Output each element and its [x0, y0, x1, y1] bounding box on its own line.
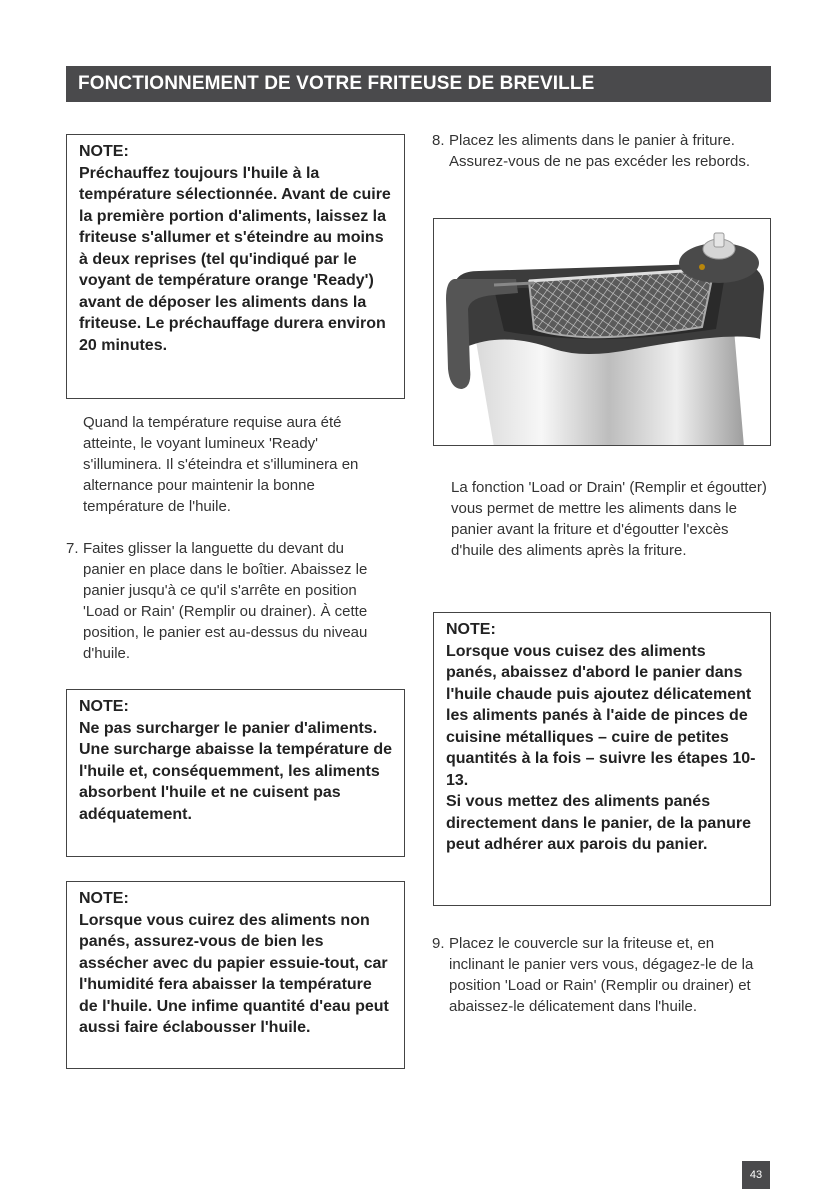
- page-number-text: 43: [749, 1169, 763, 1181]
- note-box-overload: [66, 689, 405, 857]
- note-box-dry-food: [66, 881, 405, 1069]
- paragraph-ready-light: [83, 412, 393, 517]
- step-number: 9.: [432, 935, 445, 952]
- step-9: [432, 933, 767, 1017]
- page-number: [742, 1161, 770, 1189]
- paragraph-text: La fonction 'Load or Drain' (Remplir et égoutter) vous permet de mettre les aliments dans le panier avant la friture et d'égoutter l'excès d'huile des aliments après la friture.: [451, 479, 767, 559]
- note-box-preheat: [66, 134, 405, 399]
- note-title: NOTE:: [446, 621, 496, 638]
- step-number: 8.: [432, 132, 445, 149]
- fryer-illustration: [433, 218, 771, 446]
- note-title: NOTE:: [79, 698, 129, 715]
- note-text-2: Si vous mettez des aliments panés directement dans le panier, de la panure peut adhérer aux parois du panier.: [446, 793, 751, 853]
- paragraph-load-drain: [451, 477, 771, 561]
- fryer-image: [434, 219, 771, 446]
- step-7: [66, 538, 386, 664]
- step-8: [432, 130, 767, 172]
- step-text: Placez le couvercle sur la friteuse et, en inclinant le panier vers vous, dégagez-le de la position 'Load or Rain' (Remplir ou drainer) et abaissez-le délicatement dans l'huile.: [449, 935, 754, 1015]
- section-header: [66, 66, 771, 102]
- step-text: Placez les aliments dans le panier à friture. Assurez-vous de ne pas excéder les rebords.: [449, 132, 750, 170]
- step-number: 7.: [66, 540, 79, 557]
- note-title: NOTE:: [79, 143, 129, 160]
- note-text: Ne pas surcharger le panier d'aliments. Une surcharge abaisse la température de l'huile et, conséquemment, les aliments absorbent l'huile et ne cuisent pas adéquatement.: [79, 719, 393, 823]
- section-title: FONCTIONNEMENT DE VOTRE FRITEUSE DE BREVILLE: [78, 73, 595, 94]
- note-text: Lorsque vous cuisez des aliments panés, abaissez d'abord le panier dans l'huile chaude puis ajoutez délicatement les aliments panés à l'aide de pinces de cuisine métalliques – cuire de petites quantités à la fois – suivre les étapes 10-13.: [446, 642, 756, 789]
- step-text: Faites glisser la languette du devant du panier en place dans le boîtier. Abaissez le panier jusqu'à ce qu'il s'arrête en position 'Load or Rain' (Remplir ou drainer). À cette position, le panier est au-dessus du niveau d'huile.: [83, 540, 368, 662]
- note-title: NOTE:: [79, 890, 129, 907]
- note-box-breaded: [433, 612, 771, 906]
- paragraph-text: Quand la température requise aura été atteinte, le voyant lumineux 'Ready' s'illuminera. Il s'éteindra et s'illuminera en alternance pour maintenir la bonne température de l'huile.: [83, 414, 359, 515]
- note-text: Préchauffez toujours l'huile à la température sélectionnée. Avant de cuire la première portion d'aliments, laissez la friteuse s'allumer et s'éteindre au moins à deux reprises (tel qu'indiqué par le voyant de température orange 'Ready') avant de déposer les aliments dans la friteuse. Le préchauffage durera environ 20 minutes.: [79, 164, 391, 354]
- note-text: Lorsque vous cuirez des aliments non panés, assurez-vous de bien les assécher avec du papier essuie-tout, car l'humidité fera abaisser la température de l'huile. Une infime quantité d'eau peut aussi faire éclabousser l'huile.: [79, 911, 389, 1036]
